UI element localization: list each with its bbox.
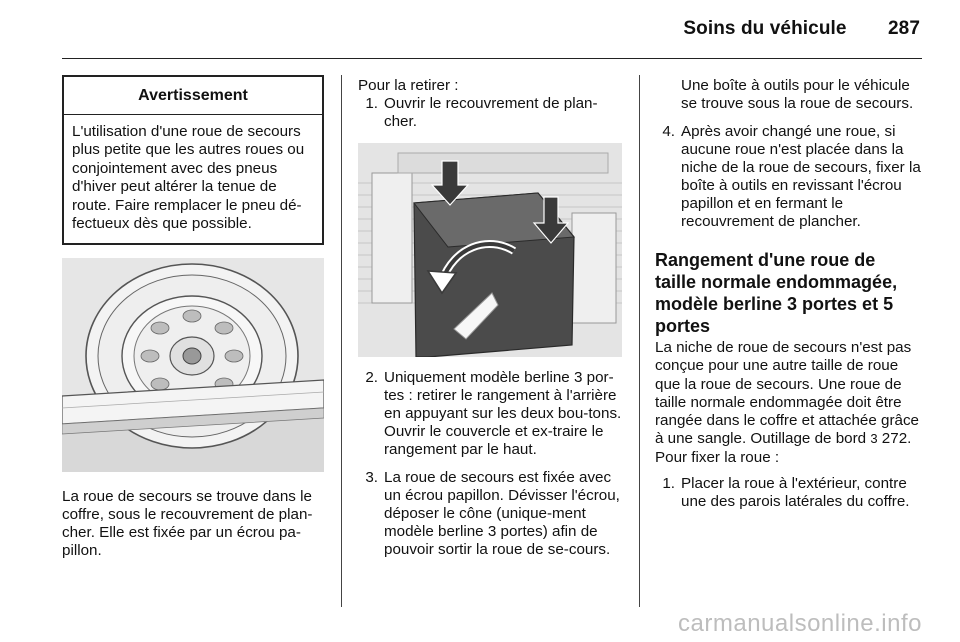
- step-number: 2.: [365, 369, 378, 386]
- header-rule: [62, 58, 922, 59]
- storage-steps: [655, 475, 921, 511]
- list-item: [655, 77, 921, 113]
- removal-steps-end: [655, 77, 921, 231]
- step-text: La roue de secours est fixée avec un écrou papillon. Dévisser l'écrou, déposer le cône (unique-ment modèle berline 3 portes) afin de pouvoir sortir la roue de se-cours.: [384, 469, 620, 558]
- page-title: Soins du véhicule: [683, 18, 847, 39]
- step-number: 1.: [662, 475, 675, 493]
- warning-box: [62, 75, 324, 245]
- page-reference-text: 272. Pour fixer la roue :: [655, 430, 912, 466]
- list-item: [358, 95, 624, 131]
- column-divider-right: [639, 75, 640, 607]
- warning-body: L'utilisation d'une roue de secours plus petite que les autres roues ou conjointement avec des pneus d'hiver peut altérer la tenue de route. Faire remplacer le pneu dé-fectueux dès que possible.: [72, 123, 305, 233]
- step-text: Ouvrir le recouvrement de plan-cher.: [384, 95, 598, 130]
- wheel-location-caption: La roue de secours se trouve dans le coffre, sous le recouvrement de plan-cher. Elle est fixée par un écrou pa-pillon.: [62, 488, 313, 560]
- step-number: 1.: [365, 95, 378, 112]
- section-body-text: La niche de roue de secours n'est pas conçue pour une autre taille de roue que la roue de secours. Une roue de taille normale endommagée doit être rangée dans le coffre et attachée grâce à une sangle. Outillage de bord: [655, 339, 919, 448]
- section-heading: Rangement d'une roue de taille normale endommagée, modèle berline 3 portes et 5 portes: [655, 250, 898, 336]
- column-middle: [358, 77, 624, 559]
- page-reference-icon: 3: [870, 431, 878, 447]
- step-number: 4.: [662, 123, 675, 140]
- warning-title: Avertissement: [64, 77, 322, 115]
- step-text: Uniquement modèle berline 3 por-tes : retirer le rangement à l'arrière en appuyant sur les deux bou-tons. Ouvrir le couvercle et ex-traire le rangement par le haut.: [384, 369, 622, 458]
- column-divider-left: [341, 75, 342, 607]
- spare-wheel-illustration: [62, 258, 324, 472]
- list-item: [655, 123, 921, 231]
- watermark: carmanualsonline.info: [678, 610, 922, 637]
- step-text: Placer la roue à l'extérieur, contre une des parois latérales du coffre.: [681, 475, 910, 511]
- storage-removal-illustration: [358, 143, 622, 357]
- removal-intro: Pour la retirer :: [358, 77, 459, 94]
- removal-steps-continued: [358, 369, 624, 559]
- step-text: Après avoir changé une roue, si aucune roue n'est placée dans la niche de la roue de secours, fixer la boîte à outils en revissant l'écrou papillon et en fermant le recouvrement de plancher.: [681, 123, 921, 230]
- section-body: [655, 339, 921, 467]
- column-right: [655, 77, 921, 511]
- step-number: 3.: [365, 469, 378, 486]
- list-item: [358, 369, 624, 459]
- page-number: 287: [887, 18, 920, 39]
- column-left: [62, 75, 324, 560]
- removal-steps: [358, 95, 624, 131]
- step-continuation: Une boîte à outils pour le véhicule se trouve sous la roue de secours.: [681, 77, 914, 112]
- list-item: [655, 475, 921, 511]
- list-item: [358, 469, 624, 559]
- page-header: [683, 18, 920, 40]
